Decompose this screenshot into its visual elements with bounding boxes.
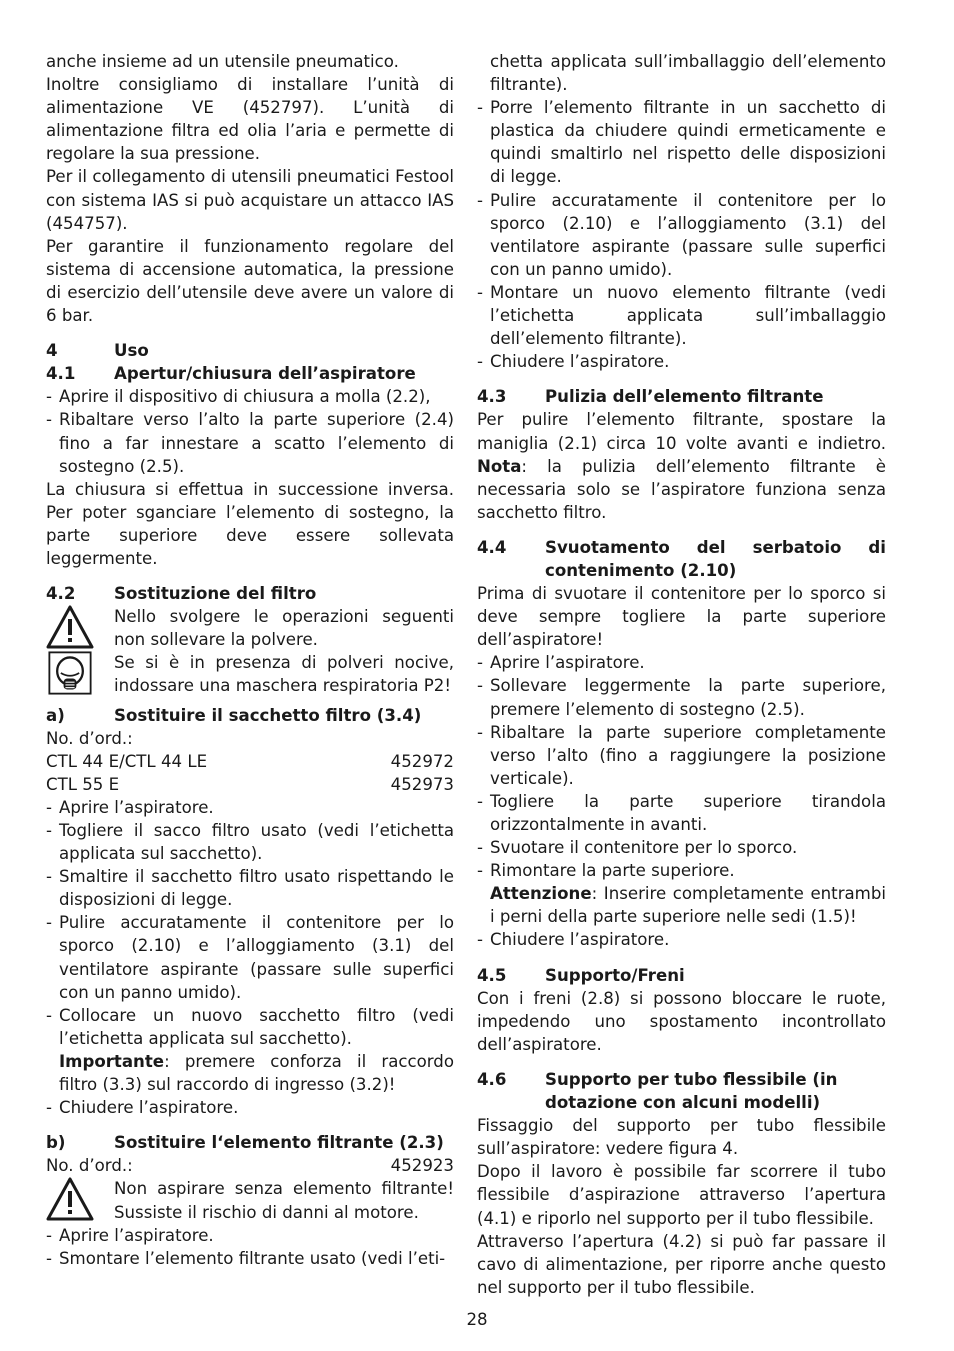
body-paragraph [477,408,886,523]
step-list [46,1224,454,1270]
list-item: - Pulire accuratamente il contenitore per lo sporco (2.10) e l’alloggiamento (3.1) del ventilatore aspirante (passare sulle superfici con un panno umido). [477,189,886,281]
list-item: - Smaltire il sacchetto filtro usato rispettando le disposizioni di legge. [46,865,454,911]
section-heading [46,1131,454,1154]
list-item: - Aprire l’aspiratore. [46,1224,454,1247]
attention-note [477,882,886,928]
respirator-mask-icon [46,651,94,695]
list-item: - Aprire il dispositivo di chiusura a molla (2.2), [46,385,454,408]
list-item: - Aprire l’aspiratore. [477,651,886,674]
section-number: 4.1 [46,364,76,384]
section-title: Supporto/Freni [545,965,685,985]
section-number: 4 [46,341,58,361]
list-item: - Togliere la parte superiore tirandola orizzontalmente in avanti. [477,790,886,836]
section-number: 4.6 [477,1069,507,1089]
section-heading [477,385,886,408]
order-label: No. d’ord.: [46,728,133,748]
step-list [46,796,454,1119]
warning-text: Non aspirare senza elemento filtrante! Sussiste il rischio di danni al motore. [114,1179,454,1222]
section-number: 4.4 [477,537,507,557]
list-item: - Porre l’elemento filtrante in un sacchetto di plastica da chiudere quindi ermeticamente e quindi smaltirlo nel rispetto delle disposizioni di legge. [477,96,886,188]
important-label: Importante [59,1051,165,1071]
list-item: - Svuotare il contenitore per lo sporco. [477,836,886,859]
important-note [46,1050,454,1096]
section-number: 4.3 [477,387,507,407]
body-paragraph: La chiusura si effettua in successione inversa. Per poter sganciare l’elemento di sostegno, la parte superiore deve essere sollevata leggermente. [46,479,454,568]
body-text: Per pulire l’elemento filtrante, spostare la maniglia (2.1) circa 10 volte avanti e indietro. [477,410,886,453]
list-item: - Pulire accuratamente il contenitore per lo sporco (2.10) e l’alloggiamento (3.1) del ventilatore aspirante (passare sulle superfici con un panno umido). [46,911,454,1003]
order-row [46,750,454,773]
list-item: - Sollevare leggermente la parte superiore, premere l’elemento di sostegno (2.5). [477,674,886,720]
warning-text: Nello svolgere le operazioni seguenti non sollevare la polvere. [114,607,454,650]
nota-label: Nota [477,456,522,476]
warning-text: Se si è in presenza di polveri nocive, indossare una maschera respiratoria P2! [114,653,454,696]
body-paragraph: Prima di svuotare il contenitore per lo sporco si deve sempre togliere la parte superiore dell’aspiratore! [477,584,886,650]
section-number: 4.5 [477,965,507,985]
right-column [477,50,886,1299]
list-item: - Smontare l’elemento filtrante usato (vedi l’eti- [46,1247,454,1270]
order-code: 452973 [390,774,454,794]
list-item: - Rimontare la parte superiore. [477,859,886,882]
list-item-continuation: chetta applicata sull’imballaggio dell’elemento filtrante). [490,52,886,95]
intro-paragraph: Per il collegamento di utensili pneumatici Festool con sistema IAS si può acquistare un attacco IAS (454757). [46,167,454,233]
page-number: 28 [466,1310,488,1329]
section-title: Sostituire l‘elemento filtrante (2.3) [114,1133,444,1153]
step-list [46,385,454,477]
body-paragraph: Fissaggio del supporto per tubo flessibile sull’aspiratore: vedere figura 4. [477,1116,886,1159]
section-title: Pulizia dell’elemento filtrante [545,387,824,407]
section-title: Sostituire il sacchetto filtro (3.4) [114,705,422,725]
order-row [46,1154,454,1177]
section-heading [46,339,454,362]
list-item: - Chiudere l’aspiratore. [477,928,886,951]
body-paragraph: Attraverso l’apertura (4.2) si può far passare il cavo di alimentazione, per riporre anche questo nel supporto per il tubo flessibile. [477,1231,886,1297]
important-text: : premere conforza il raccordo filtro (3.3) sul raccordo di ingresso (3.2)! [59,1051,454,1095]
section-number: b) [46,1133,66,1153]
list-item: - Ribaltare verso l’alto la parte superiore (2.4) fino a far innestare a scatto l’elemento di sostegno (2.5). [46,408,454,477]
order-row [46,773,454,796]
warning-block [46,1177,454,1223]
body-paragraph: Con i freni (2.8) si possono bloccare le ruote, impedendo uno spostamento incontrollato dell’aspiratore. [477,988,886,1054]
order-code: 452923 [390,1156,454,1176]
list-item: - Aprire l’aspiratore. [46,796,454,819]
model-name: CTL 55 E [46,774,120,794]
list-item: - Chiudere l’aspiratore. [46,1096,454,1119]
warning-block [46,605,454,697]
section-title: Svuotamento del serbatoio di contenimento (2.10) [545,537,886,580]
section-title: Uso [114,341,149,361]
section-heading [477,1068,886,1114]
section-title: Apertur/chiusura dell’aspiratore [114,364,416,384]
model-name: CTL 44 E/CTL 44 LE [46,751,208,771]
section-heading [477,964,886,987]
step-list [477,50,886,373]
list-item: - Collocare un nuovo sacchetto filtro (vedi l’etichetta applicata sul sacchetto). [46,1004,454,1050]
body-text: : la pulizia dell’elemento filtrante è necessaria solo se l’aspiratore funziona senza sacchetto filtro. [477,456,886,522]
section-heading [46,582,454,605]
list-item: - Togliere il sacco filtro usato (vedi l’etichetta applicata sul sacchetto). [46,819,454,865]
left-column [46,50,454,1270]
section-heading [46,704,454,727]
warning-triangle-icon [46,605,94,649]
section-heading [46,362,454,385]
intro-paragraph: anche insieme ad un utensile pneumatico. [46,52,399,71]
list-item: - Montare un nuovo elemento filtrante (vedi l’etichetta applicata sull’imballaggio dell’elemento filtrante). [477,281,886,350]
section-title: Sostituzione del filtro [114,584,317,604]
section-number: 4.2 [46,584,76,604]
attention-text: : Inserire completamente entrambi i perni della parte superiore nelle sedi (1.5)! [490,884,886,927]
body-paragraph: Dopo il lavoro è possibile far scorrere il tubo flessibile d’aspirazione attraverso l’apertura (4.1) e riporlo nel supporto per il tubo flessibile. [477,1162,886,1228]
order-code: 452972 [390,751,454,771]
intro-paragraph: Inoltre consigliamo di installare l’unità di alimentazione VE (452797). L’unità di alimentazione filtra ed olia l’aria e permette di regolare la sua pressione. [46,75,454,164]
section-title: Supporto per tubo flessibile (in dotazione con alcuni modelli) [545,1069,838,1113]
warning-triangle-icon [46,1177,94,1221]
step-list [477,651,886,951]
list-item: - Chiudere l’aspiratore. [477,350,886,373]
attention-label: Attenzione [490,884,592,904]
intro-paragraph: Per garantire il funzionamento regolare del sistema di accensione automatica, la pressione di esercizio dell’utensile deve avere un valore di 6 bar. [46,236,454,326]
section-heading [477,536,886,582]
list-item: - Ribaltare la parte superiore completamente verso l’alto (fino a raggiungere la posizione verticale). [477,721,886,790]
order-label: No. d’ord.: [46,1156,133,1176]
section-number: a) [46,705,65,725]
